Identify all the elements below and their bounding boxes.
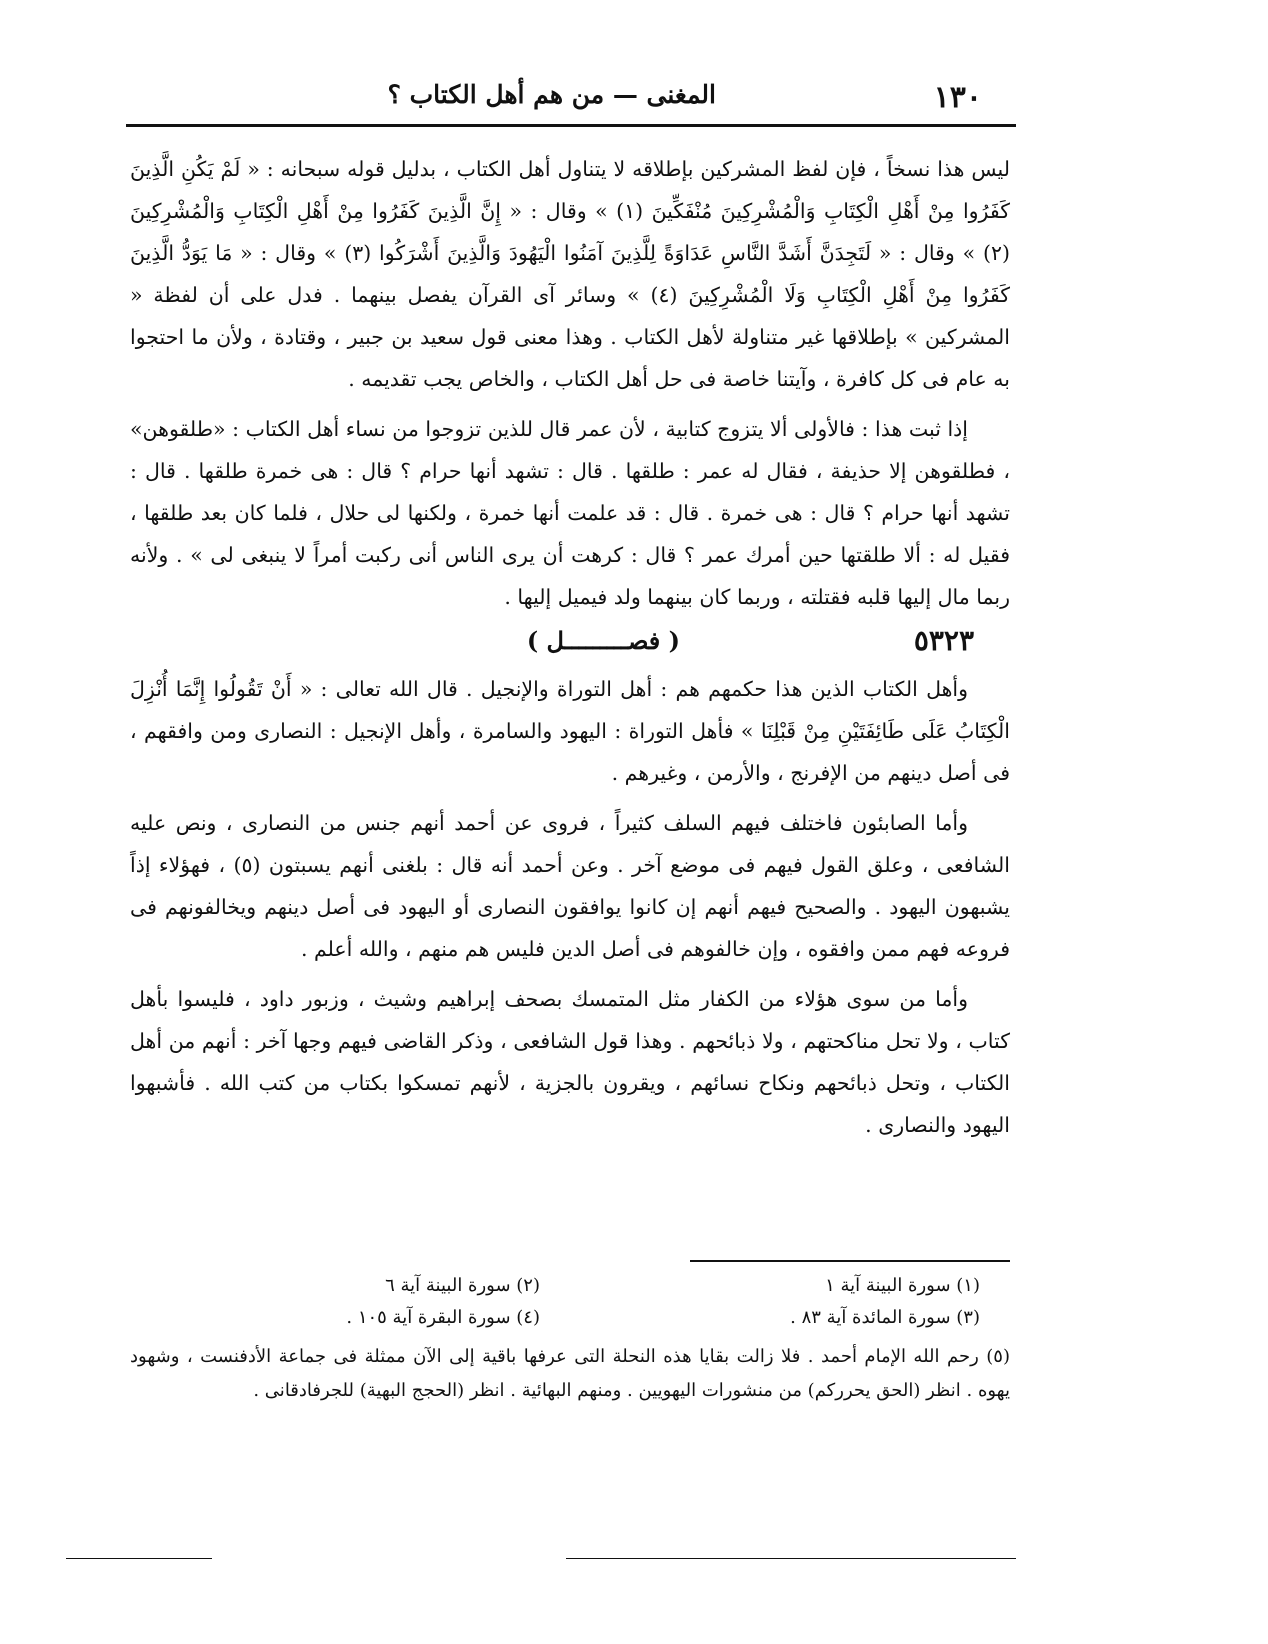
bottom-rule-right [566, 1558, 1016, 1559]
footnote-3: (٣) سورة المائدة آية ٨٣ . [790, 1307, 980, 1328]
section-number: ٥٣٢٣ [913, 624, 974, 657]
header-rule [126, 124, 1016, 127]
main-text [130, 148, 1010, 1146]
footnote-1: (١) سورة البينة آية ١ [825, 1275, 980, 1296]
paragraph-2: إذا ثبت هذا : فالأولى ألا يتزوج كتابية ، لأن عمر قال للذين تزوجوا من نساء أهل الكتاب : «طلقوهن» ، فطلقوهن إلا حذيفة ، فقال له عمر : طلقها . قال : تشهد أنها حرام ؟ قال : هى خمرة طلقها . قال : تشهد أنها حرام ؟ قال : هى خمرة . قال : قد علمت أنها خمرة ، ولكنها لى حلال ، فلما كان بعد طلقها ، فقيل له : ألا طلقتها حين أمرك عمر ؟ قال : كرهت أن يرى الناس أنى ركبت أمراً لا ينبغى لى » . ولأنه ربما مال إليها قلبه فقتلته ، وربما كان بينهما ولد فيميل إليها . [130, 417, 1010, 609]
paragraph-5: وأما من سوى هؤلاء من الكفار مثل المتمسك بصحف إبراهيم وشيث ، وزبور داود ، فليسوا بأهل كتاب ، ولا تحل مناكحتهم ، ولا ذبائحهم . وهذا قول الشافعى ، وذكر القاضى فيهم وجها آخر : أنهم من أهل الكتاب ، وتحل ذبائحهم ونكاح نسائهم ، ويقرون بالجزية ، لأنهم تمسكوا بكتاب من كتب الله . فأشبهوا اليهود والنصارى . [130, 987, 1010, 1137]
section-title: ( فصـــــــــل ) [526, 626, 680, 655]
section-heading [130, 620, 1010, 664]
footnotes [130, 1270, 1010, 1408]
paragraph-4: وأما الصابئون فاختلف فيهم السلف كثيراً ، فروى عن أحمد أنهم جنس من النصارى ، ونص عليه الشافعى ، وعلق القول فيهم فى موضع آخر . وعن أحمد أنه قال : بلغنى أنهم يسبتون (٥) ، فهؤلاء إذاً يشبهون اليهود . والصحيح فيهم أنهم إن كانوا يوافقون النصارى أو اليهود فى أصل دينهم ويخالفونهم فى فروعه فهم ممن وافقوه ، وإن خالفوهم فى أصل الدين فليس هم منهم ، والله أعلم . [130, 811, 1010, 961]
paragraph-1: ليس هذا نسخاً ، فإن لفظ المشركين بإطلاقه لا يتناول أهل الكتاب ، بدليل قوله سبحانه : « لَمْ يَكُنِ الَّذِينَ كَفَرُوا مِنْ أَهْلِ الْكِتَابِ وَالْمُشْرِكِينَ مُنْفَكِّينَ (١) » وقال : « إِنَّ الَّذِينَ كَفَرُوا مِنْ أَهْلِ الْكِتَابِ وَالْمُشْرِكِينَ (٢) » وقال : « لَتَجِدَنَّ أَشَدَّ النَّاسِ عَدَاوَةً لِلَّذِينَ آمَنُوا الْيَهُودَ وَالَّذِينَ أَشْرَكُوا (٣) » وقال : « مَا يَوَدُّ الَّذِينَ كَفَرُوا مِنْ أَهْلِ الْكِتَابِ وَلَا الْمُشْرِكِينَ (٤) » وسائر آى القرآن يفصل بينهما . فدل على أن لفظة « المشركين » بإطلاقها غير متناولة لأهل الكتاب . وهذا معنى قول سعيد بن جبير ، وقتادة ، ولأن ما احتجوا به عام فى كل كافرة ، وآيتنا خاصة فى حل أهل الكتاب ، والخاص يجب تقديمه . [130, 157, 1011, 391]
footnote-2: (٢) سورة البينة آية ٦ [385, 1275, 540, 1296]
footnote-row [130, 1302, 1010, 1334]
page-number: ١٣٠ [933, 80, 982, 115]
footnote-5: (٥) رحم الله الإمام أحمد . فلا زالت بقايا هذه النحلة التى عرفها باقية إلى الآن ممثلة فى جماعة الأدفنست ، وشهود يهوه . انظر (الحق يحرركم) من منشورات اليهويين . ومنهم البهائية . انظر (الحجج البهية) للجرفادقانى . [130, 1346, 1010, 1401]
footnote-rule [690, 1260, 1010, 1262]
paragraph-3: وأهل الكتاب الذين هذا حكمهم هم : أهل التوراة والإنجيل . قال الله تعالى : « أَنْ تَقُولُوا إِنَّمَا أُنْزِلَ الْكِتَابُ عَلَى طَائِفَتَيْنِ مِنْ قَبْلِنَا » فأهل التوراة : اليهود والسامرة ، وأهل الإنجيل : النصارى ومن وافقهم ، فى أصل دينهم من الإفرنج ، والأرمن ، وغيرهم . [130, 677, 1010, 785]
footnote-4: (٤) سورة البقرة آية ١٠٥ . [346, 1307, 540, 1328]
bottom-rule-left [66, 1558, 212, 1559]
running-title: المغنى — من هم أهل الكتاب ؟ [387, 80, 716, 109]
footnote-row [130, 1270, 1010, 1302]
page-header [126, 70, 1016, 120]
